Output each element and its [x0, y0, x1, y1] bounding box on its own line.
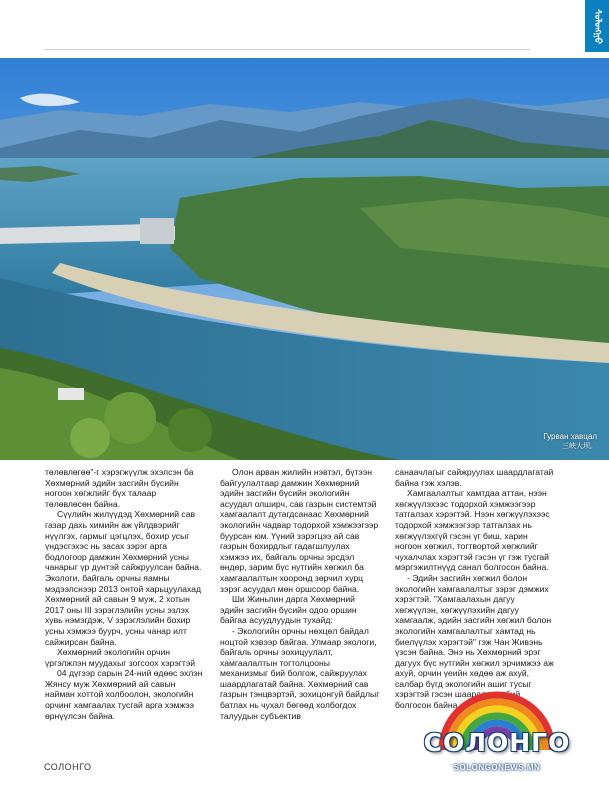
magazine-side-tab: [585, 0, 609, 52]
landscape-illustration: [0, 58, 609, 460]
paragraph: Олон арван жилийн нэвтэл, бүтээн байгуулалтаар дамжин Хөхмөрний эдийн засгийн бүсийн экологийн асуудал олширч, сав газрын системтэй хамгаалалт дутагдсанаас Хөхмөрний экологийн чадвар тодорхой хэмжээгээр буурсан юм. Үүний зэрэгцээ ай сав газрын бохирдлыг гадагшлуулах хэмжээ их, байгаль орчны эрсдэл өндөр, зарим бүс нутгийн хөгжил ба хамгаалалтын хооронд зөрчил хурц зэрэг асуудал мөн оршсоор байна.: [220, 467, 379, 594]
footer-magazine-name: СОЛОНГО: [44, 762, 92, 772]
article-column-3: [395, 467, 555, 711]
photo-caption: [543, 432, 597, 452]
logo-url: SOLONGONEWS.MN: [453, 763, 541, 772]
paragraph: 04 дүгээр сарын 24-ний өдөөс эхлэн Жянсу муж Хөхмөрний ай савын найман хоттой холбоолон, экологийн орчинг хамгаалах тусгай арга хэмжээ өрнүүлсэн байна.: [45, 668, 203, 721]
three-gorges-dam-photo: [0, 58, 609, 460]
subheading: Хөхмөрний экологийн орчин үргэлжлэн муудахыг зогсоох хэрэгтэй: [45, 647, 196, 668]
side-tab-text: ᠰᠣᠯᠣᠩᠭ᠋ᠣ: [592, 8, 602, 44]
article-column-2: [220, 467, 380, 721]
paragraph: - Эдийн засгийн хөгжил болон экологийн хамгаалалтыг зэрэг дэмжих хэрэгтэй. "Хамгаалахын дагуу хөгжүүлэн, хөгжүүлэхийн дагуу хамгаалж, эдийн засгийн хөгжил болон экологийн хамгаалалтыг хамтад нь биелүүлэх хэрэгтэй" гэж Чан Живэнь үзсэн байна. Энэ нь Хөхмөрний эрэг дагуух бүс нутгийн хөгжил эрчимжээ аж ахуй, орчин үеийн хөдөө аж ахуй, салбар бүгд экологийн ашиг тусыг хэрэгтэй гэсэн шаардлагыг бий болгосон байна.: [395, 572, 554, 711]
paragraph: Ши Жиньпин дарга Хөхмөрний эдийн засгийн бүсийн одоо оршин байгаа асуудлуудын тухайд:: [220, 594, 357, 626]
paragraph: төлөвлөгөө"-г хэрэгжүүлж эхэлсэн ба Хөхмөрний эдийн засгийн бүсийн ногоон хөгжлийг бүх талаар төлөвлөсөн байна.: [45, 467, 194, 509]
solongo-logo: [422, 688, 572, 788]
photo-caption-zh: 三峡大坝。: [562, 443, 597, 450]
logo-wordmark: СОЛОНГО: [423, 728, 571, 757]
paragraph: Хамгаалалтыг хамтдаа аттан, нээн хөгжүүлэхээс тодорхой хэмжээгээр татгалзах хэрэгтэй. Нээн хөгжүүлэхээс тодорхой хэмжээгээр татгалзах нь хөгжүүлэхгүй гэсэн үг биш, харин ногоон хөгжил, тогтвортой хөгжлийг чухалчлах хэрэгтэй гэсэн үг гэж тусгай мэргэжилтнүүд санал болгосон байна.: [395, 488, 550, 573]
photo-caption-mn: Гурван хавцал: [543, 432, 597, 441]
paragraph: санаачлагыг сайжруулах шаардлагатай байна гэж хэлэв.: [395, 467, 554, 488]
header-rule: [44, 49, 530, 50]
paragraph: - Экологийн орчны нөхцөл байдал ноцтой хэвээр байгаа. Улмаар экологи, байгаль орчны эохицуулалт, хамгаалалтын тогтолцооны механизмыг бий болгож, сайжруулах шаардлагатай байна. Хөхмөрний сав газрын тэнцвэртэй, зохицонгуй байдлыг батлах нь чухал бөгөөд холбогдох талуудын субъектив: [220, 625, 380, 721]
paragraph: Сүүлийн жилүүдэд Хөхмөрний сав газар дахь химийн аж үйлдвэрийг нүүлгэх, гармыг цэгцлэх, бохир усыг үндэсгэхэс нь засах зэрэг арга бодлогоор дамжин Хөхмөрний усны чанарыг үр дүнтэй сайжруулсан байна. Экологи, байгаль орчны яамны мэдээлснээр 2013 онтой харьцуулахад Хөхмөрний ай савын 9 муж, 2 хотын 2017 оны III зэрэглэлийн усны эзлэх хувь нэмэгдэж, V зэрэглэлийн бохир усны хэмжээ буурч, усны чанар илт сайжирсан байна.: [45, 509, 202, 647]
article-column-1: [45, 467, 205, 721]
